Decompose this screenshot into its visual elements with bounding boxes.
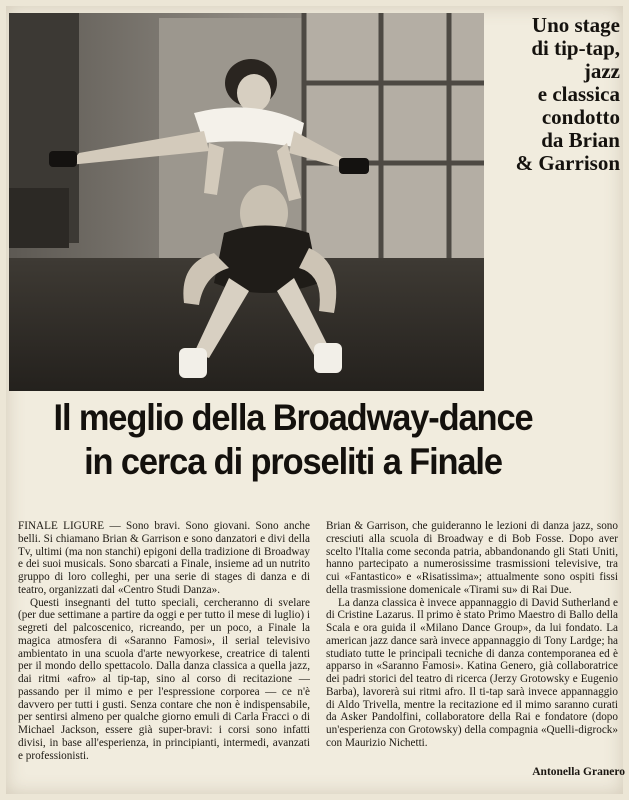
two-dancers-leapfrog-photo bbox=[9, 13, 484, 391]
paragraph: Brian & Garrison, che guideranno le lezioni di danza jazz, sono cresciuti alla scuola di Broadway e di Bob Fosse. Dopo aver scelto l'Italia come seconda patria, abbandonando gli Stati Uniti, hanno partecipato a numerosissime trasmissioni televisive, tra cui «Fantastico» e «Risatissima»; attualmente sono ospiti fissi della trasmissione domenicale «Tirami su» di Rai Due. bbox=[326, 520, 618, 596]
headline-line: in cerca di proseliti a Finale bbox=[84, 441, 502, 482]
kicker-line: e classica bbox=[537, 82, 620, 106]
kicker-line: Uno stage bbox=[531, 13, 620, 37]
article-photo bbox=[9, 13, 484, 391]
article-body bbox=[18, 520, 618, 788]
headline bbox=[14, 396, 572, 484]
paragraph: FINALE LIGURE — Sono bravi. Sono giovani. Sono anche belli. Si chiamano Brian & Garrison e sono danzatori e divi della Tv, ultimi (ma non stanchi) epigoni della tradizione di Broadway e dei suoi musicals. Sono sbarcati a Finale, insieme ad un nutrito gruppo di loro colleghi, per una serie di stages di danza e di teatro, organizzati dal «Centro Studi Danza». bbox=[18, 520, 310, 596]
kicker-subheadline bbox=[490, 14, 620, 175]
kicker-line: di tip-tap, bbox=[531, 36, 620, 60]
kicker-line: jazz bbox=[583, 59, 620, 83]
left-column bbox=[18, 520, 310, 762]
kicker-line: condotto bbox=[541, 105, 620, 129]
author-byline: Antonella Granero bbox=[532, 766, 625, 778]
kicker-line: da Brian bbox=[541, 128, 620, 152]
right-column bbox=[326, 520, 618, 750]
paragraph: La danza classica è invece appannaggio di David Sutherland e di Cristine Lazarus. Il primo è stato Primo Maestro di Ballo della Scala e ora guida il «Milano Dance Group», da lui fondato. La american jazz dance sarà invece appannaggio di Tony Lardge; ha studiato tutte le principali tecniche di danza contemporanea ed è apparso in «Saranno Famosi». Katina Genero, già collaboratrice dei padri storici del teatro di ricerca (Jerzy Grotowsky e Eugenio Barba), lavorerà sui ritmi afro. Il ti-tap sarà invece appannaggio di Aldo Trivella, mentre la recitazione ed il mimo saranno curati da Asker Pandolfini, collaboratore della Rai e fondatore (dopo un'esperienza con Grotowsky) della compagnia «Quelli-digrock» con Maurizio Nichetti. bbox=[326, 596, 618, 749]
headline-line: Il meglio della Broadway-dance bbox=[53, 397, 533, 438]
kicker-line: & Garrison bbox=[515, 151, 620, 175]
paragraph: Questi insegnanti del tutto speciali, cercheranno di svelare (per due settimane a partire da oggi e per tutto il mese di luglio) i segreti del palcoscenico, ricreando, per un poco, a Finale la magica atmosfera di «Saranno Famosi», il serial televisivo ambientato in una scuola d'arte newyorkese, creatrice di talenti per il mondo dello spettacolo. Dalla danza classica a quella jazz, dai ritmi «afro» al tip-tap, sino al corso di recitazione — passando per il mimo e per l'espressione corporea — ce n'è davvero per tutti i gusti. Senza contare che non è indispensabile, per sentirsi almeno per qualche giorno emuli di Carla Fracci o di Michael Jackson, essere già super-bravi: i corsi sono infatti divisi, in base all'esperienza, in principianti, intermedi, avanzati e professionisti. bbox=[18, 596, 310, 762]
